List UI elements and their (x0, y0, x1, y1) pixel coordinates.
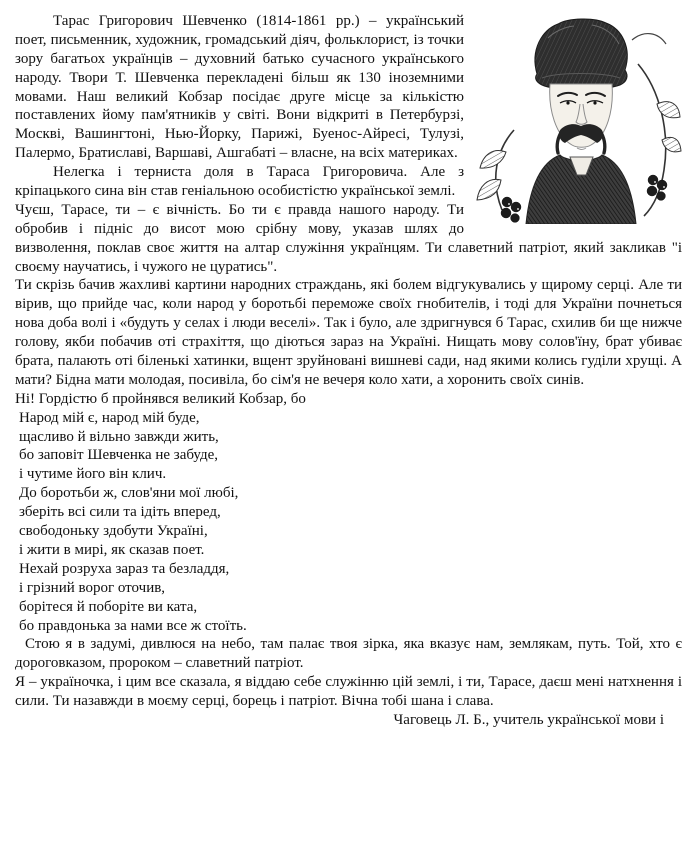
paragraph-star: Стою я в задумі, дивлюся на небо, там палає твоя зірка, яка вказує нам, землякам, путь. Той, хто є дороговказом, пророком – славетний патріот. (15, 636, 682, 672)
poem-line: борітеся й поборіте ви ката, (19, 598, 198, 615)
poem-line: бо заповіт Шевченка не забуде, (19, 447, 219, 464)
poem-line: Народ мій є, народ мій буде, (19, 409, 200, 426)
paragraph-biography: Тарас Григорович Шевченко (1814-1861 рр.) – український поет, письменник, художник, громадський діяч, фольклорист, із точки зору багатьох українців – духовний батько сучасного українського народу. Твори Т. Шевченка перекладені більш як 130 іноземними мовами. Наш великий Кобзар посідає друге місце за кількістю поставлених йому пам'ятників у світі. Вони відкриті в Петербурзі, Москві, Вашингтоні, Нью-Йорку, Парижі, Буенос-Айресі, Тулузі, Палермо, Братиславі, Варшаві, Ашгабаті – власне, на всіх материках. (15, 13, 464, 162)
paragraph-address: Чуєш, Тарасе, ти – є вічність. Бо ти є правда нашого народу. Ти обробив і підніс до висот мою срібну мову, указав шлях до визволення, поклав своє життя на алтар служіння українцям. Ти славетний патріот, який закликав "і своєму научатись, і чужого не цуратись". (15, 201, 682, 275)
poem-line: Нехай розруха зараз та безладдя, (19, 560, 230, 577)
portrait-face (550, 84, 613, 153)
poem-line: і чутиме його він клич. (19, 466, 167, 483)
poem-line: До боротьби ж, слов'яни мої любі, (19, 485, 239, 502)
paragraph-closing: Я – україночка, і цим все сказала, я віддаю себе служінню цій землі, і ти, Тарасе, даєш мені натхнення і сили. Ти назавжди в моєму серці, борець і патріот. Вічна тобі шана і слава. (15, 674, 682, 710)
right-vine-decoration (632, 34, 681, 216)
poem-line: і жити в мирі, як сказав поет. (19, 541, 205, 558)
poem-line: зберіть всі сили та ідіть вперед, (19, 504, 221, 521)
poem-intro: Ні! Гордістю б пройнявся великий Кобзар, бо (15, 390, 306, 407)
poem (15, 409, 682, 636)
paragraph-suffering: Ти скрізь бачив жахливі картини народних страждань, які болем відгукувались у щирому серці. Але ти вірив, що прийде час, коли народ у боротьбі переможе своїх гнобителів, і тоді для України почнеться нова доба волі і «будуть у селах і люди веселі». Так і було, але здригнувся б Тарас, схилив би ще нижче голову, якби побачив оті страхіття, що діються зараз на Україні. Нищать мову солов'їну, брат убиває брата, палають оті біленькі хатинки, вщент зруйновані вишневі сади, над якими колись гуділи хрущі. А мати? Бідна мати молодая, посивіла, бо сім'я не вечеря коло хати, а хоронить своїх синів. (15, 277, 682, 388)
author-signature: Чаговець Л. Б., учитель української мови і (393, 711, 664, 728)
portrait-coat (526, 155, 636, 224)
poem-line: щасливо й вільно завжди жить, (19, 428, 219, 445)
poem-line: бо правдонька за нами все ж стоїть. (19, 617, 247, 634)
shevchenko-portrait (474, 12, 682, 224)
poem-line: свободоньку здобути Україні, (19, 523, 208, 540)
poem-line: і грізний ворог оточив, (19, 579, 166, 596)
paragraph-fate: Нелегка і терниста доля в Тараса Григоровича. Але з кріпацького сина він став геніальною особистістю української землі. (15, 164, 464, 200)
portrait-fur-hat (535, 19, 627, 90)
shevchenko-engraving-icon (474, 12, 682, 224)
left-vine-decoration (477, 130, 521, 222)
